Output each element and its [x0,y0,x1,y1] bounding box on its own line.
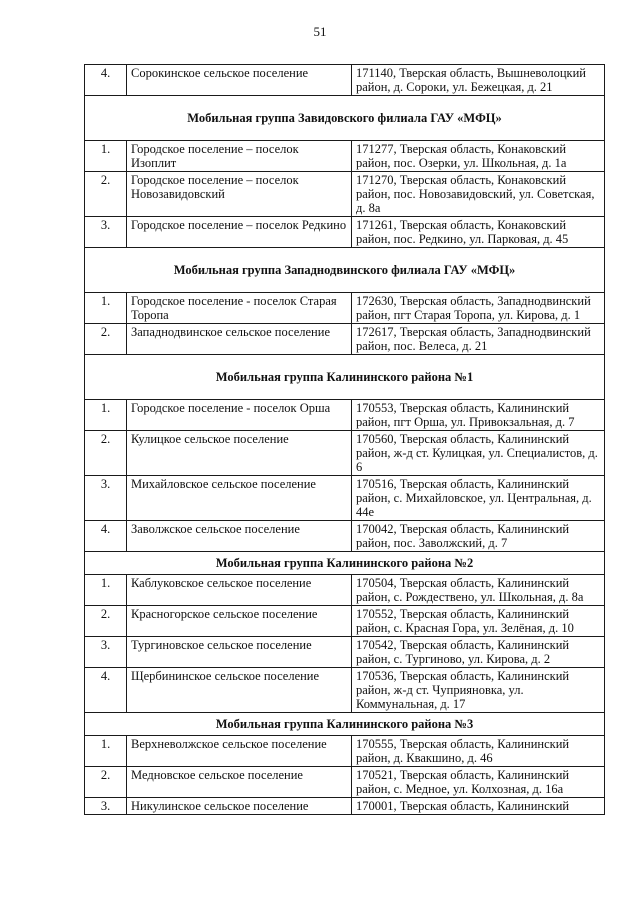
table-row [85,400,605,431]
settlement-address: 170504, Тверская область, Калининский район, с. Рождествено, ул. Школьная, д. 8а [352,575,605,606]
table-row [85,798,605,815]
settlement-address: 170553, Тверская область, Калининский район, пгт Орша, ул. Привокзальная, д. 7 [352,400,605,431]
group-heading-row [85,713,605,736]
group-heading: Мобильная группа Завидовского филиала ГАУ «МФЦ» [85,96,605,141]
settlement-address: 170521, Тверская область, Калининский район, с. Медное, ул. Колхозная, д. 16а [352,767,605,798]
settlement-name: Городское поселение – поселок Редкино [127,217,352,248]
table-row [85,217,605,248]
row-number: 2. [85,324,127,355]
table-row [85,431,605,476]
table-row [85,324,605,355]
table-row [85,736,605,767]
table-row [85,668,605,713]
table-row [85,575,605,606]
settlement-address: 170042, Тверская область, Калининский район, пос. Заволжский, д. 7 [352,521,605,552]
table-row [85,172,605,217]
settlement-address: 172630, Тверская область, Западнодвинский район, пгт Старая Торопа, ул. Кирова, д. 1 [352,293,605,324]
settlement-address: 170560, Тверская область, Калининский район, ж-д ст. Кулицкая, ул. Специалистов, д. 6 [352,431,605,476]
settlement-name: Городское поселение – поселок Изоплит [127,141,352,172]
settlement-address: 171277, Тверская область, Конаковский район, пос. Озерки, ул. Школьная, д. 1а [352,141,605,172]
row-number: 1. [85,293,127,324]
row-number: 2. [85,431,127,476]
row-number: 4. [85,668,127,713]
settlement-address: 170516, Тверская область, Калининский район, с. Михайловское, ул. Центральная, д. 44е [352,476,605,521]
settlement-name: Тургиновское сельское поселение [127,637,352,668]
settlement-name: Кулицкое сельское поселение [127,431,352,476]
settlement-address: 170536, Тверская область, Калининский район, ж-д ст. Чуприяновка, ул. Коммунальная, д. 17 [352,668,605,713]
row-number: 3. [85,476,127,521]
group-heading-row [85,552,605,575]
row-number: 3. [85,798,127,815]
group-heading-row [85,355,605,400]
row-number: 2. [85,767,127,798]
settlement-address: 170552, Тверская область, Калининский район, с. Красная Гора, ул. Зелёная, д. 10 [352,606,605,637]
row-number: 1. [85,400,127,431]
table-row [85,606,605,637]
table-row [85,293,605,324]
table-row [85,521,605,552]
settlement-address: 170555, Тверская область, Калининский район, д. Квакшино, д. 46 [352,736,605,767]
group-heading-row [85,248,605,293]
table-row [85,65,605,96]
table-row [85,637,605,668]
row-number: 1. [85,141,127,172]
settlement-address: 171270, Тверская область, Конаковский район, пос. Новозавидовский, ул. Советская, д. 8а [352,172,605,217]
row-number: 4. [85,521,127,552]
settlement-name: Сорокинское сельское поселение [127,65,352,96]
settlement-name: Красногорское сельское поселение [127,606,352,637]
group-heading: Мобильная группа Калининского района №2 [85,552,605,575]
settlement-name: Западнодвинское сельское поселение [127,324,352,355]
settlement-name: Михайловское сельское поселение [127,476,352,521]
group-heading-row [85,96,605,141]
table-row [85,141,605,172]
row-number: 3. [85,217,127,248]
settlement-name: Заволжское сельское поселение [127,521,352,552]
settlement-address: 171261, Тверская область, Конаковский район, пос. Редкино, ул. Парковая, д. 45 [352,217,605,248]
row-number: 2. [85,172,127,217]
settlement-address: 172617, Тверская область, Западнодвинский район, пос. Велеса, д. 21 [352,324,605,355]
settlement-name: Верхневолжское сельское поселение [127,736,352,767]
settlement-name: Никулинское сельское поселение [127,798,352,815]
group-heading: Мобильная группа Калининского района №1 [85,355,605,400]
settlement-address: 170001, Тверская область, Калининский [352,798,605,815]
table-row [85,767,605,798]
row-number: 3. [85,637,127,668]
settlements-table [84,64,605,815]
group-heading: Мобильная группа Калининского района №3 [85,713,605,736]
settlement-name: Щербининское сельское поселение [127,668,352,713]
settlement-name: Городское поселение – поселок Новозавидовский [127,172,352,217]
page-number: 51 [313,24,327,39]
row-number: 4. [85,65,127,96]
settlement-name: Каблуковское сельское поселение [127,575,352,606]
settlement-address: 171140, Тверская область, Вышневолоцкий район, д. Сороки, ул. Бежецкая, д. 21 [352,65,605,96]
settlement-name: Медновское сельское поселение [127,767,352,798]
settlement-name: Городское поселение - поселок Орша [127,400,352,431]
group-heading: Мобильная группа Западнодвинского филиала ГАУ «МФЦ» [85,248,605,293]
table-row [85,476,605,521]
row-number: 1. [85,575,127,606]
settlement-address: 170542, Тверская область, Калининский район, с. Тургиново, ул. Кирова, д. 2 [352,637,605,668]
row-number: 2. [85,606,127,637]
row-number: 1. [85,736,127,767]
settlement-name: Городское поселение - поселок Старая Торопа [127,293,352,324]
